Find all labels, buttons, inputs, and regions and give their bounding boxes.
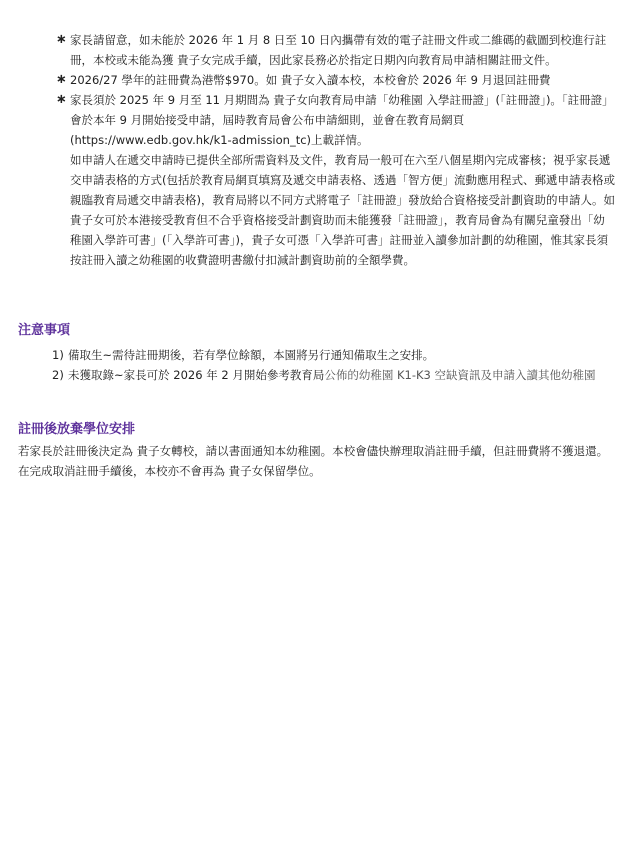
asterisk-bullet-icon: ∗ <box>56 72 67 87</box>
list-item <box>52 365 617 385</box>
item-number: 1) <box>52 348 64 362</box>
item-text-gray: 公佈的幼稚園 K1-K3 空缺資訊及申請入讀其他幼稚園 <box>324 368 596 382</box>
list-item <box>56 70 616 90</box>
bullet-paragraph: 2026/27 學年的註冊費為港幣$970。如 貴子女入讀本校，本校會於 2026 年 9 月退回註冊費 <box>70 73 551 87</box>
bullet-paragraph: 家長請留意，如未能於 2026 年 1 月 8 日至 10 日內攜帶有效的電子註冊文件或二維碼的截圖到校進行註冊，本校或未能為獲 貴子女完成手續，因此家長務必於指定日期內向教育局申請相關註冊文件。 <box>70 33 607 67</box>
withdraw-section-title: 註冊後放棄學位安排 <box>18 422 136 437</box>
asterisk-bullet-icon: ∗ <box>56 32 67 47</box>
registration-notes-list <box>56 30 616 270</box>
list-item <box>56 90 616 270</box>
asterisk-bullet-icon: ∗ <box>56 92 67 107</box>
item-text: 備取生~需待註冊期後，若有學位餘額，本園將另行通知備取生之安排。 <box>68 348 435 362</box>
withdraw-section-body: 若家長於註冊後決定為 貴子女轉校，請以書面通知本幼稚園。本校會儘快辦理取消註冊手續，但註冊費將不獲退還。在完成取消註冊手續後，本校亦不會再為 貴子女保留學位。 <box>18 444 609 478</box>
item-number: 2) <box>52 368 64 382</box>
item-text: 未獲取錄~家長可於 2026 年 2 月開始參考教育局 <box>68 368 325 382</box>
bullet-paragraph: 家長須於 2025 年 9 月至 11 月期間為 貴子女向教育局申請「幼稚園 入學註冊證」(「註冊證」)。「註冊證」會於本年 9 月開始接受申請，屆時教育局會公布申請細則，並會在教育局網頁(https://www.edb.gov.hk/k1-admission_tc)上載詳情。 <box>70 93 614 147</box>
list-item <box>52 345 617 365</box>
list-item <box>56 30 616 70</box>
bullet-paragraph: 如申請人在遞交申請時已提供全部所需資料及文件，教育局一般可在六至八個星期內完成審核；視乎家長遞交申請表格的方式(包括於教育局網頁填寫及遞交申請表格、透過「智方便」流動應用程式、郵遞申請表格或親臨教育局遞交申請表格)，教育局將以不同方式將電子「註冊證」發放給合資格接受計劃資助的申請人。如 貴子女可於本港接受教育但不合乎資格接受計劃資助而未能獲發「註冊證」，教育局會為有關兒童發出「幼稚園入學許可書」(「入學許可書」)，貴子女可憑「入學許可書」註冊並入讀參加計劃的幼稚園，惟其家長須按註冊入讀之幼稚園的收費證明書繳付扣減計劃資助前的全額學費。 <box>70 153 615 267</box>
notes-section-title: 注意事項 <box>18 323 71 338</box>
notes-list <box>52 345 617 385</box>
